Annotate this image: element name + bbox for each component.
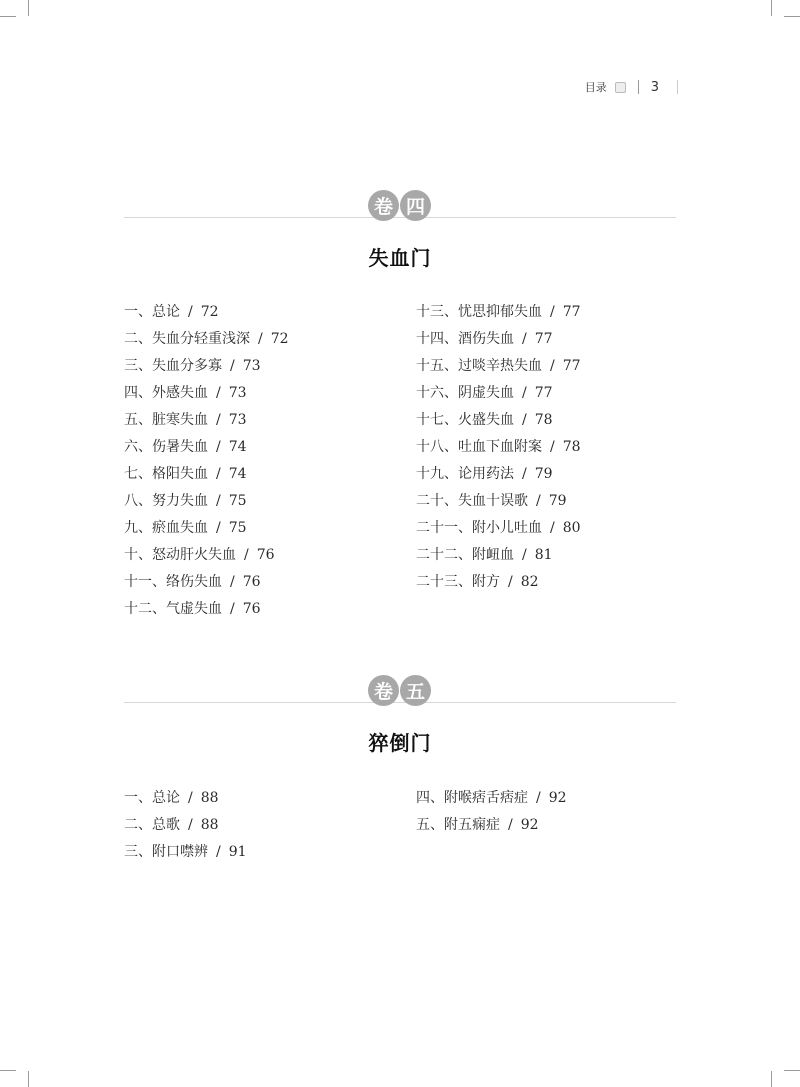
- toc-entry-page: 77: [562, 358, 581, 374]
- toc-entry-page: 79: [534, 466, 553, 482]
- toc-entry-separator: /: [188, 790, 193, 806]
- toc-entry-page: 75: [228, 520, 247, 536]
- toc-entry-page: 88: [200, 790, 219, 806]
- toc-entry-label: 一、总论: [124, 790, 180, 806]
- toc-entry[interactable]: [416, 434, 581, 461]
- toc-entry-label: 九、瘀血失血: [124, 520, 208, 536]
- toc-entry-label: 十一、络伤失血: [124, 574, 222, 590]
- toc-entry-separator: /: [550, 520, 555, 536]
- toc-entry-separator: /: [536, 790, 541, 806]
- toc-entry-separator: /: [522, 385, 527, 401]
- toc-entry-label: 八、努力失血: [124, 493, 208, 509]
- toc-entry-page: 77: [562, 304, 581, 320]
- toc-entry[interactable]: [416, 488, 581, 515]
- toc-entry[interactable]: [124, 515, 289, 542]
- crop-mark-top-left-v: [28, 0, 29, 16]
- toc-entry[interactable]: [124, 596, 289, 623]
- toc-entry-page: 92: [548, 790, 567, 806]
- toc-entry-label: 十六、阴虚失血: [416, 385, 514, 401]
- toc-entry-separator: /: [522, 466, 527, 482]
- toc-column-left: [124, 785, 247, 866]
- toc-entry[interactable]: [124, 407, 289, 434]
- volume-badge-char: 卷: [368, 190, 399, 221]
- toc-entry-page: 91: [228, 844, 247, 860]
- toc-entry-separator: /: [550, 439, 555, 455]
- toc-entry-label: 二十一、附小儿吐血: [416, 520, 542, 536]
- toc-entry-label: 十、怒动肝火失血: [124, 547, 236, 563]
- toc-entry-label: 五、脏寒失血: [124, 412, 208, 428]
- toc-entry[interactable]: [124, 839, 247, 866]
- toc-entry[interactable]: [416, 380, 581, 407]
- toc-entry-label: 十三、忧思抑郁失血: [416, 304, 542, 320]
- toc-entry-label: 四、附喉痞舌痞症: [416, 790, 528, 806]
- toc-entry-separator: /: [216, 439, 221, 455]
- toc-entry[interactable]: [416, 353, 581, 380]
- section-title: 猝倒门: [368, 731, 432, 755]
- toc-entry[interactable]: [124, 812, 247, 839]
- crop-mark-bottom-left-v: [28, 1071, 29, 1087]
- toc-entry-label: 三、失血分多寡: [124, 358, 222, 374]
- toc-entry[interactable]: [124, 434, 289, 461]
- section-title: 失血门: [368, 246, 432, 270]
- toc-entry-page: 72: [270, 331, 289, 347]
- volume-badge-char: 卷: [368, 675, 399, 706]
- volume-badge: [368, 190, 431, 221]
- toc-entry-label: 十八、吐血下血附案: [416, 439, 542, 455]
- toc-entry-page: 88: [200, 817, 219, 833]
- toc-entry-separator: /: [216, 493, 221, 509]
- toc-entry[interactable]: [124, 461, 289, 488]
- toc-entry-separator: /: [550, 304, 555, 320]
- toc-entry-page: 78: [534, 412, 553, 428]
- toc-entry-separator: /: [508, 574, 513, 590]
- toc-entry-page: 75: [228, 493, 247, 509]
- toc-entry-separator: /: [216, 844, 221, 860]
- toc-entry-separator: /: [188, 817, 193, 833]
- toc-entry-page: 92: [520, 817, 539, 833]
- toc-entry[interactable]: [124, 542, 289, 569]
- toc-entry-page: 73: [228, 412, 247, 428]
- toc-entry-label: 二、失血分轻重浅深: [124, 331, 250, 347]
- toc-entry[interactable]: [416, 785, 567, 812]
- toc-entry-separator: /: [230, 358, 235, 374]
- toc-entry[interactable]: [124, 488, 289, 515]
- toc-entry[interactable]: [416, 461, 581, 488]
- toc-entry-page: 77: [534, 385, 553, 401]
- toc-entry-page: 76: [242, 574, 261, 590]
- toc-entry-page: 81: [534, 547, 553, 563]
- toc-entry[interactable]: [416, 407, 581, 434]
- toc-entry-label: 五、附五痫症: [416, 817, 500, 833]
- toc-entry-page: 76: [242, 601, 261, 617]
- toc-entry-separator: /: [508, 817, 513, 833]
- toc-entry-label: 二、总歌: [124, 817, 180, 833]
- toc-column-left: [124, 299, 289, 623]
- toc-entry-separator: /: [216, 520, 221, 536]
- crop-mark-top-left-h: [0, 16, 16, 17]
- toc-entry-separator: /: [522, 547, 527, 563]
- toc-column-right: [416, 299, 581, 596]
- volume-badge: [368, 675, 431, 706]
- toc-entry-page: 78: [562, 439, 581, 455]
- toc-entry-separator: /: [550, 358, 555, 374]
- running-header: [585, 78, 678, 96]
- toc-entry-separator: /: [188, 304, 193, 320]
- toc-entry-page: 73: [228, 385, 247, 401]
- crop-mark-top-right-h: [784, 16, 800, 17]
- toc-entry[interactable]: [416, 569, 581, 596]
- crop-mark-bottom-left-h: [0, 1070, 16, 1071]
- toc-entry-separator: /: [230, 601, 235, 617]
- toc-entry-page: 79: [548, 493, 567, 509]
- toc-entry[interactable]: [416, 542, 581, 569]
- toc-entry-label: 十九、论用药法: [416, 466, 514, 482]
- toc-entry-page: 82: [520, 574, 539, 590]
- toc-entry[interactable]: [416, 515, 581, 542]
- seal-icon: [615, 82, 626, 93]
- toc-entry-page: 72: [200, 304, 219, 320]
- toc-entry-separator: /: [244, 547, 249, 563]
- toc-entry-label: 十二、气虚失血: [124, 601, 222, 617]
- header-edge-rule: [677, 80, 678, 94]
- toc-entry-label: 六、伤暑失血: [124, 439, 208, 455]
- toc-entry-label: 一、总论: [124, 304, 180, 320]
- toc-entry-page: 80: [562, 520, 581, 536]
- toc-entry-separator: /: [216, 466, 221, 482]
- header-divider: [638, 80, 639, 94]
- toc-entry[interactable]: [124, 569, 289, 596]
- toc-entry-label: 四、外感失血: [124, 385, 208, 401]
- toc-entry[interactable]: [124, 380, 289, 407]
- crop-mark-bottom-right-v: [771, 1071, 772, 1087]
- page-number: 3: [650, 79, 659, 95]
- toc-entry-label: 三、附口噤辨: [124, 844, 208, 860]
- toc-entry-label: 二十、失血十误歌: [416, 493, 528, 509]
- toc-entry[interactable]: [124, 785, 247, 812]
- toc-entry-page: 77: [534, 331, 553, 347]
- toc-column-right: [416, 785, 567, 839]
- toc-entry-label: 十五、过啖辛热失血: [416, 358, 542, 374]
- toc-entry-page: 76: [256, 547, 275, 563]
- toc-entry-separator: /: [536, 493, 541, 509]
- toc-entry[interactable]: [124, 326, 289, 353]
- crop-mark-bottom-right-h: [784, 1070, 800, 1071]
- toc-entry-page: 73: [242, 358, 261, 374]
- toc-entry-separator: /: [258, 331, 263, 347]
- toc-entry[interactable]: [416, 299, 581, 326]
- volume-badge-char: 五: [400, 675, 431, 706]
- header-section-label: 目录: [584, 81, 607, 94]
- toc-entry-separator: /: [216, 412, 221, 428]
- toc-entry[interactable]: [124, 353, 289, 380]
- toc-entry[interactable]: [416, 812, 567, 839]
- toc-entry-separator: /: [522, 412, 527, 428]
- toc-entry-page: 74: [228, 439, 247, 455]
- volume-badge-char: 四: [400, 190, 431, 221]
- toc-entry-page: 74: [228, 466, 247, 482]
- toc-entry-label: 十四、酒伤失血: [416, 331, 514, 347]
- toc-entry-label: 七、格阳失血: [124, 466, 208, 482]
- toc-entry-label: 二十三、附方: [416, 574, 500, 590]
- toc-entry-separator: /: [216, 385, 221, 401]
- toc-entry-separator: /: [522, 331, 527, 347]
- toc-entry-separator: /: [230, 574, 235, 590]
- crop-mark-top-right-v: [771, 0, 772, 16]
- toc-entry[interactable]: [124, 299, 289, 326]
- toc-entry-label: 二十二、附衄血: [416, 547, 514, 563]
- toc-entry-label: 十七、火盛失血: [416, 412, 514, 428]
- toc-entry[interactable]: [416, 326, 581, 353]
